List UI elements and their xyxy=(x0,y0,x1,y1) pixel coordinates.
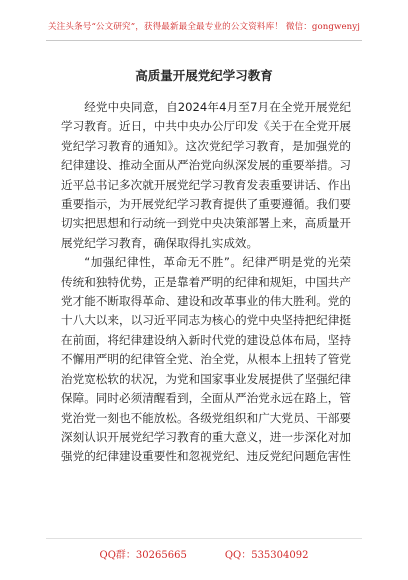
document-title: 高质量开展党纪学习教育 xyxy=(135,68,273,83)
footer-divider xyxy=(46,538,362,539)
paragraph-1: 经党中央同意，自2024年4月至7月在全党开展党纪学习教育。近日，中共中央办公厅印发《关于在全党开展党纪学习教育的通知》。这次党纪学习教育，是加强党的纪律建设、推动全面从严治党向纵深发展的重要举措。习近平总书记多次就开展党纪学习教育发表重要讲话、作出重要指示，为开展党纪学习教育提供了重要遵循。我们要切实把思想和行动统一到党中央决策部署上来，高质量开展党纪学习教育，确保取得扎实成效。 xyxy=(61,100,351,250)
footer-qq-number: QQ：535304092 xyxy=(224,550,309,561)
header-divider xyxy=(46,40,362,41)
footer-qq-group: QQ群：30265665 xyxy=(99,550,187,561)
document-body xyxy=(61,98,351,467)
footer-contact xyxy=(0,546,408,561)
paragraph-2: “加强纪律性，革命无不胜”。纪律严明是党的光荣传统和独特优势，正是靠着严明的纪律和规矩，中国共产党才能不断取得革命、建设和改革事业的伟大胜利。党的十八大以来，以习近平同志为核心的党中央坚持把纪律挺在前面，将纪律建设纳入新时代党的建设总体布局，坚持不懈用严明的纪律管全党、治全党，从根本上扭转了管党治党宽松软的状况，为党和国家事业发展提供了坚强纪律保障。同时必须清醒看到，全面从严治党永远在路上，管党治党一刻也不能放松。各级党组织和广大党员、干部要深刻认识开展党纪学习教育的重大意义，进一步深化对加强党的纪律建设重要性和忽视党纪、违反党纪问题危害性 xyxy=(61,255,351,464)
header-promo-note: 关注头条号“公文研究”，获得最新最全最专业的公文资料库！ 微信：gongwenyj xyxy=(47,22,361,32)
